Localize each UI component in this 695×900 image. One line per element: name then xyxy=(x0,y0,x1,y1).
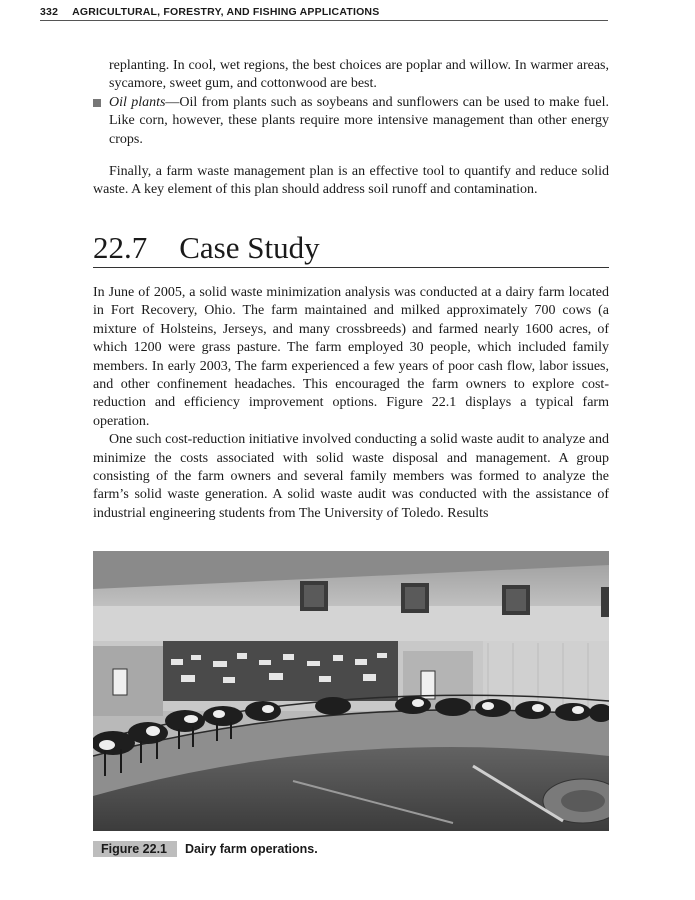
figure-caption xyxy=(93,842,318,856)
bullet-item-oil-plants xyxy=(93,94,609,149)
case-paragraph-2: One such cost-reduction initiative involved conducting a solid waste audit to analyze and minimize the costs associated with solid waste disposal and management. A group consisting of the farm owners and several family members was formed to analyze the farm’s solid waste generation. A solid waste audit was conducted with the assistance of industrial engineering students from The University of Toledo. Results xyxy=(93,432,609,521)
page-number: 332 xyxy=(40,6,59,18)
dairy-farm-photo xyxy=(93,551,609,831)
running-title: AGRICULTURAL, FORESTRY, AND FISHING APPLICATIONS xyxy=(72,6,380,18)
case-study-body xyxy=(93,284,609,523)
closing-text: Finally, a farm waste management plan is an effective tool to quantify and reduce solid waste. A key element of this plan should address soil runoff and contamination. xyxy=(93,164,609,198)
section-heading xyxy=(93,229,609,268)
bullet-square-icon xyxy=(93,99,101,107)
section-title: Case Study xyxy=(179,230,320,265)
figure-caption-text: Dairy farm operations. xyxy=(185,842,318,856)
bullet-text: —Oil from plants such as soybeans and sunflowers can be used to make fuel. Like corn, however, these plants require more intensive management than other energy crops. xyxy=(109,95,609,147)
bullet-term: Oil plants xyxy=(109,95,166,110)
section-number: 22.7 xyxy=(93,230,148,265)
running-head xyxy=(40,6,608,21)
figure-label: Figure 22.1 xyxy=(93,841,177,857)
closing-paragraph xyxy=(93,163,609,200)
intro-continuation: replanting. In cool, wet regions, the best choices are poplar and willow. In warmer areas, sycamore, sweet gum, and cottonwood are best. xyxy=(109,58,609,92)
case-paragraph-1: In June of 2005, a solid waste minimization analysis was conducted at a dairy farm located in Fort Recovery, Ohio. The farm maintained and milked approximately 700 cows (a mixture of Holsteins, Jerseys, and many crossbreeds) and farmed nearly 1600 acres, of which 1200 were grass pasture. The farm employed 30 people, which included family members. In early 2003, The farm experienced a few years of poor cash flow, labor issues, and other confinement headaches. This encouraged the farm owners to explore cost-reduction and efficiency improvement options. Figure 22.1 displays a typical farm operation. xyxy=(93,285,609,429)
